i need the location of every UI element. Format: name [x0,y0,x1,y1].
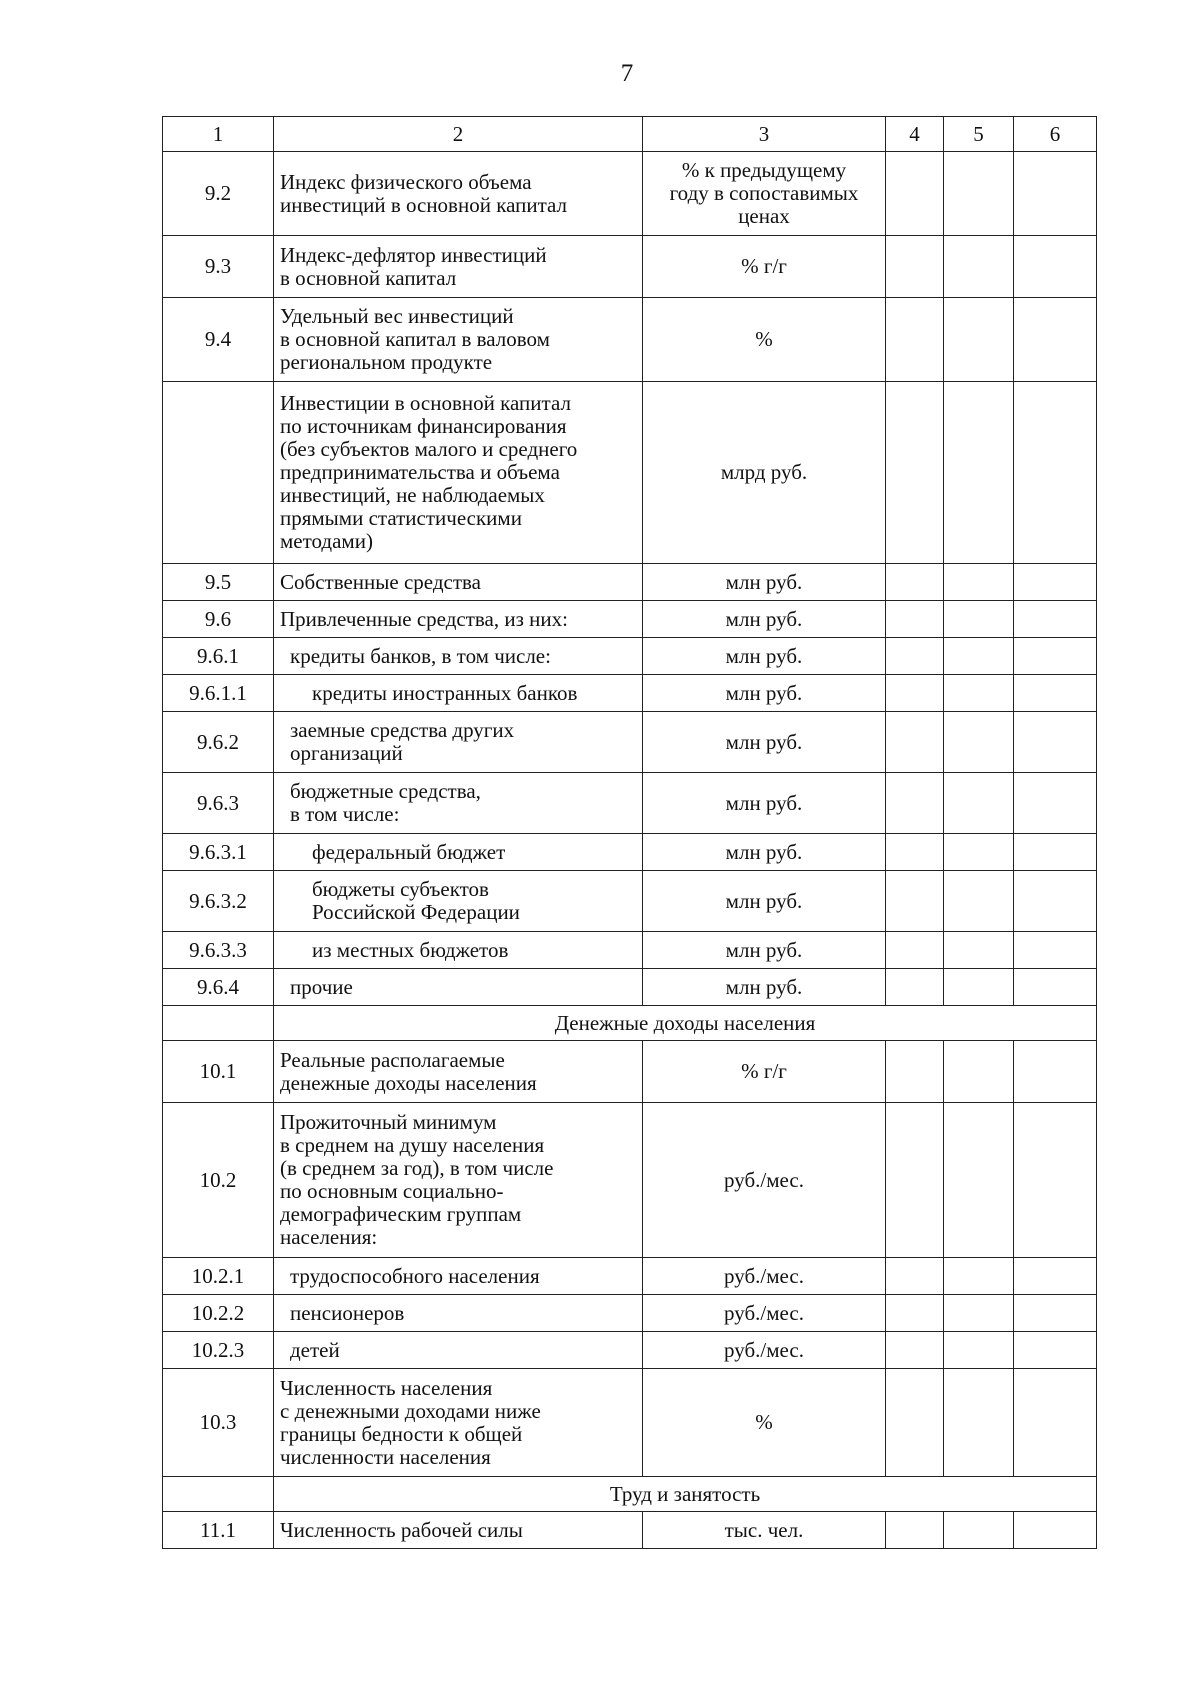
indicator-name-cell [274,932,643,969]
row-number: 9.6.3.1 [163,834,274,871]
indicator-name: пенсионеров [290,1300,405,1325]
indicator-name-cell [274,1295,643,1332]
table-row [163,1041,1097,1103]
row-number: 9.6 [163,601,274,638]
unit-cell: % [643,1369,886,1477]
indicator-name-cell [274,1258,643,1295]
value-cell-empty [944,298,1014,382]
indicator-name-cell [274,298,643,382]
value-cell-empty [886,969,944,1006]
value-cell-empty [886,564,944,601]
value-cell-empty [1014,382,1097,564]
value-cell-empty [944,236,1014,298]
value-cell-empty [1014,1041,1097,1103]
value-cell-empty [886,834,944,871]
table-row [163,564,1097,601]
value-cell-empty [886,871,944,932]
value-cell-empty [944,1295,1014,1332]
value-cell-empty [944,675,1014,712]
table-row [163,1258,1097,1295]
value-cell-empty [1014,932,1097,969]
indicator-name: детей [290,1337,340,1362]
unit-cell: млн руб. [643,564,886,601]
table-row [163,1512,1097,1549]
value-cell-empty [886,773,944,834]
row-number: 9.6.4 [163,969,274,1006]
indicator-name: федеральный бюджет [312,839,506,864]
indicator-name: прочие [290,974,353,999]
header-cell: 6 [1014,117,1097,152]
table-row [163,298,1097,382]
row-number: 10.2 [163,1103,274,1258]
unit-cell: млн руб. [643,932,886,969]
table-row [163,871,1097,932]
indicator-name-cell [274,1041,643,1103]
value-cell-empty [886,382,944,564]
section-title: Труд и занятость [274,1477,1097,1512]
indicator-name: из местных бюджетов [312,937,509,962]
value-cell-empty [944,382,1014,564]
indicator-name: Реальные располагаемые денежные доходы населения [280,1047,537,1095]
indicator-name-cell [274,834,643,871]
value-cell-empty [944,773,1014,834]
row-number: 9.3 [163,236,274,298]
row-number: 9.6.1 [163,638,274,675]
section-title: Денежные доходы населения [274,1006,1097,1041]
header-cell: 3 [643,117,886,152]
value-cell-empty [1014,1332,1097,1369]
value-cell-empty [944,1103,1014,1258]
unit-cell: млн руб. [643,675,886,712]
value-cell-empty [944,638,1014,675]
indicators-table [162,116,1097,1549]
row-number: 11.1 [163,1512,274,1549]
row-number: 9.6.2 [163,712,274,773]
indicator-name: Численность рабочей силы [280,1517,523,1542]
value-cell-empty [944,1041,1014,1103]
row-number: 10.2.1 [163,1258,274,1295]
value-cell-empty [886,298,944,382]
unit-cell: млн руб. [643,601,886,638]
indicator-name: Удельный вес инвестиций в основной капитал в валовом региональном продукте [280,304,550,374]
indicator-name-cell [274,969,643,1006]
indicator-name: Привлеченные средства, из них: [280,606,568,631]
row-number: 10.1 [163,1041,274,1103]
indicator-name-cell [274,564,643,601]
row-number: 10.2.2 [163,1295,274,1332]
indicator-name-cell [274,773,643,834]
value-cell-empty [1014,834,1097,871]
row-number: 9.6.3 [163,773,274,834]
row-number: 9.6.3.2 [163,871,274,932]
header-cell: 1 [163,117,274,152]
row-number: 9.4 [163,298,274,382]
indicator-name: Индекс-дефлятор инвестиций в основной капитал [280,242,547,290]
value-cell-empty [944,1258,1014,1295]
value-cell-empty [886,675,944,712]
table-row [163,675,1097,712]
row-number: 9.2 [163,152,274,236]
table-row [163,1369,1097,1477]
unit-cell: млн руб. [643,638,886,675]
indicator-name: Собственные средства [280,569,481,594]
table-row [163,152,1097,236]
unit-cell: тыс. чел. [643,1512,886,1549]
value-cell-empty [886,1512,944,1549]
section-number-empty [163,1477,274,1512]
row-number: 9.5 [163,564,274,601]
page-number: 7 [620,60,634,87]
value-cell-empty [886,152,944,236]
value-cell-empty [1014,969,1097,1006]
value-cell-empty [886,1258,944,1295]
value-cell-empty [1014,1295,1097,1332]
table-row [163,1103,1097,1258]
indicator-name: бюджеты субъектов Российской Федерации [312,877,520,924]
table-row [163,1332,1097,1369]
value-cell-empty [886,1041,944,1103]
unit-cell: млн руб. [643,969,886,1006]
table-row [163,638,1097,675]
value-cell-empty [886,638,944,675]
unit-cell: руб./мес. [643,1295,886,1332]
indicator-name: трудоспособного населения [290,1263,540,1288]
indicator-name-cell [274,1332,643,1369]
unit-cell: % г/г [643,1041,886,1103]
value-cell-empty [1014,564,1097,601]
indicator-name-cell [274,1369,643,1477]
unit-cell: млн руб. [643,773,886,834]
unit-cell: % г/г [643,236,886,298]
table-row [163,932,1097,969]
section-number-empty [163,1006,274,1041]
unit-cell: руб./мес. [643,1332,886,1369]
row-number: 9.6.3.3 [163,932,274,969]
value-cell-empty [944,564,1014,601]
value-cell-empty [944,1369,1014,1477]
value-cell-empty [1014,675,1097,712]
value-cell-empty [1014,773,1097,834]
value-cell-empty [1014,601,1097,638]
unit-cell: % [643,298,886,382]
value-cell-empty [944,932,1014,969]
header-cell: 5 [944,117,1014,152]
value-cell-empty [886,1332,944,1369]
row-number: 10.3 [163,1369,274,1477]
unit-cell: млн руб. [643,712,886,773]
indicator-name: Индекс физического объема инвестиций в основной капитал [280,169,568,217]
table-row [163,834,1097,871]
value-cell-empty [886,601,944,638]
table-row [163,1295,1097,1332]
indicator-name: кредиты иностранных банков [312,680,578,705]
indicator-name-cell [274,382,643,564]
indicator-name: Численность населения с денежными доходами ниже границы бедности к общей численности населения [280,1375,541,1469]
value-cell-empty [1014,712,1097,773]
header-cell: 2 [274,117,643,152]
value-cell-empty [886,1295,944,1332]
section-row [163,1477,1097,1512]
table-row [163,773,1097,834]
row-number [163,382,274,564]
value-cell-empty [1014,871,1097,932]
value-cell-empty [886,1103,944,1258]
indicator-name-cell [274,675,643,712]
value-cell-empty [944,1332,1014,1369]
indicator-name-cell [274,638,643,675]
indicator-name-cell [274,1512,643,1549]
unit-cell: руб./мес. [643,1258,886,1295]
indicator-name-cell [274,152,643,236]
indicator-name: Инвестиции в основной капитал по источникам финансирования (без субъектов малого и среднего предпринимательства и объема инвестиций, не наблюдаемых прямыми статистическими методами) [280,391,578,553]
header-row [163,117,1097,152]
value-cell-empty [1014,1103,1097,1258]
indicator-name-cell [274,871,643,932]
indicator-name-cell [274,236,643,298]
indicator-name: заемные средства других организаций [290,718,515,765]
header-cell: 4 [886,117,944,152]
indicator-name: кредиты банков, в том числе: [290,643,551,668]
value-cell-empty [1014,152,1097,236]
indicator-name: бюджетные средства, в том числе: [290,779,481,826]
indicator-name: Прожиточный минимум в среднем на душу населения (в среднем за год), в том числе по основным социально- демографическим группам населения: [280,1110,554,1249]
value-cell-empty [1014,236,1097,298]
value-cell-empty [886,932,944,969]
table-row [163,969,1097,1006]
unit-cell: млн руб. [643,834,886,871]
row-number: 9.6.1.1 [163,675,274,712]
value-cell-empty [944,152,1014,236]
row-number: 10.2.3 [163,1332,274,1369]
indicator-name-cell [274,1103,643,1258]
unit-cell: млрд руб. [643,382,886,564]
table-row [163,712,1097,773]
value-cell-empty [886,236,944,298]
unit-cell: млн руб. [643,871,886,932]
value-cell-empty [944,969,1014,1006]
value-cell-empty [944,712,1014,773]
value-cell-empty [944,871,1014,932]
value-cell-empty [1014,1258,1097,1295]
indicator-name-cell [274,601,643,638]
table-row [163,382,1097,564]
value-cell-empty [1014,298,1097,382]
unit-cell: руб./мес. [643,1103,886,1258]
section-row [163,1006,1097,1041]
unit-cell: % к предыдущему году в сопоставимых ценах [643,152,886,236]
value-cell-empty [1014,1512,1097,1549]
table-row [163,236,1097,298]
table-row [163,601,1097,638]
value-cell-empty [886,1369,944,1477]
value-cell-empty [1014,638,1097,675]
value-cell-empty [886,712,944,773]
value-cell-empty [944,834,1014,871]
value-cell-empty [944,1512,1014,1549]
value-cell-empty [944,601,1014,638]
indicator-name-cell [274,712,643,773]
value-cell-empty [1014,1369,1097,1477]
